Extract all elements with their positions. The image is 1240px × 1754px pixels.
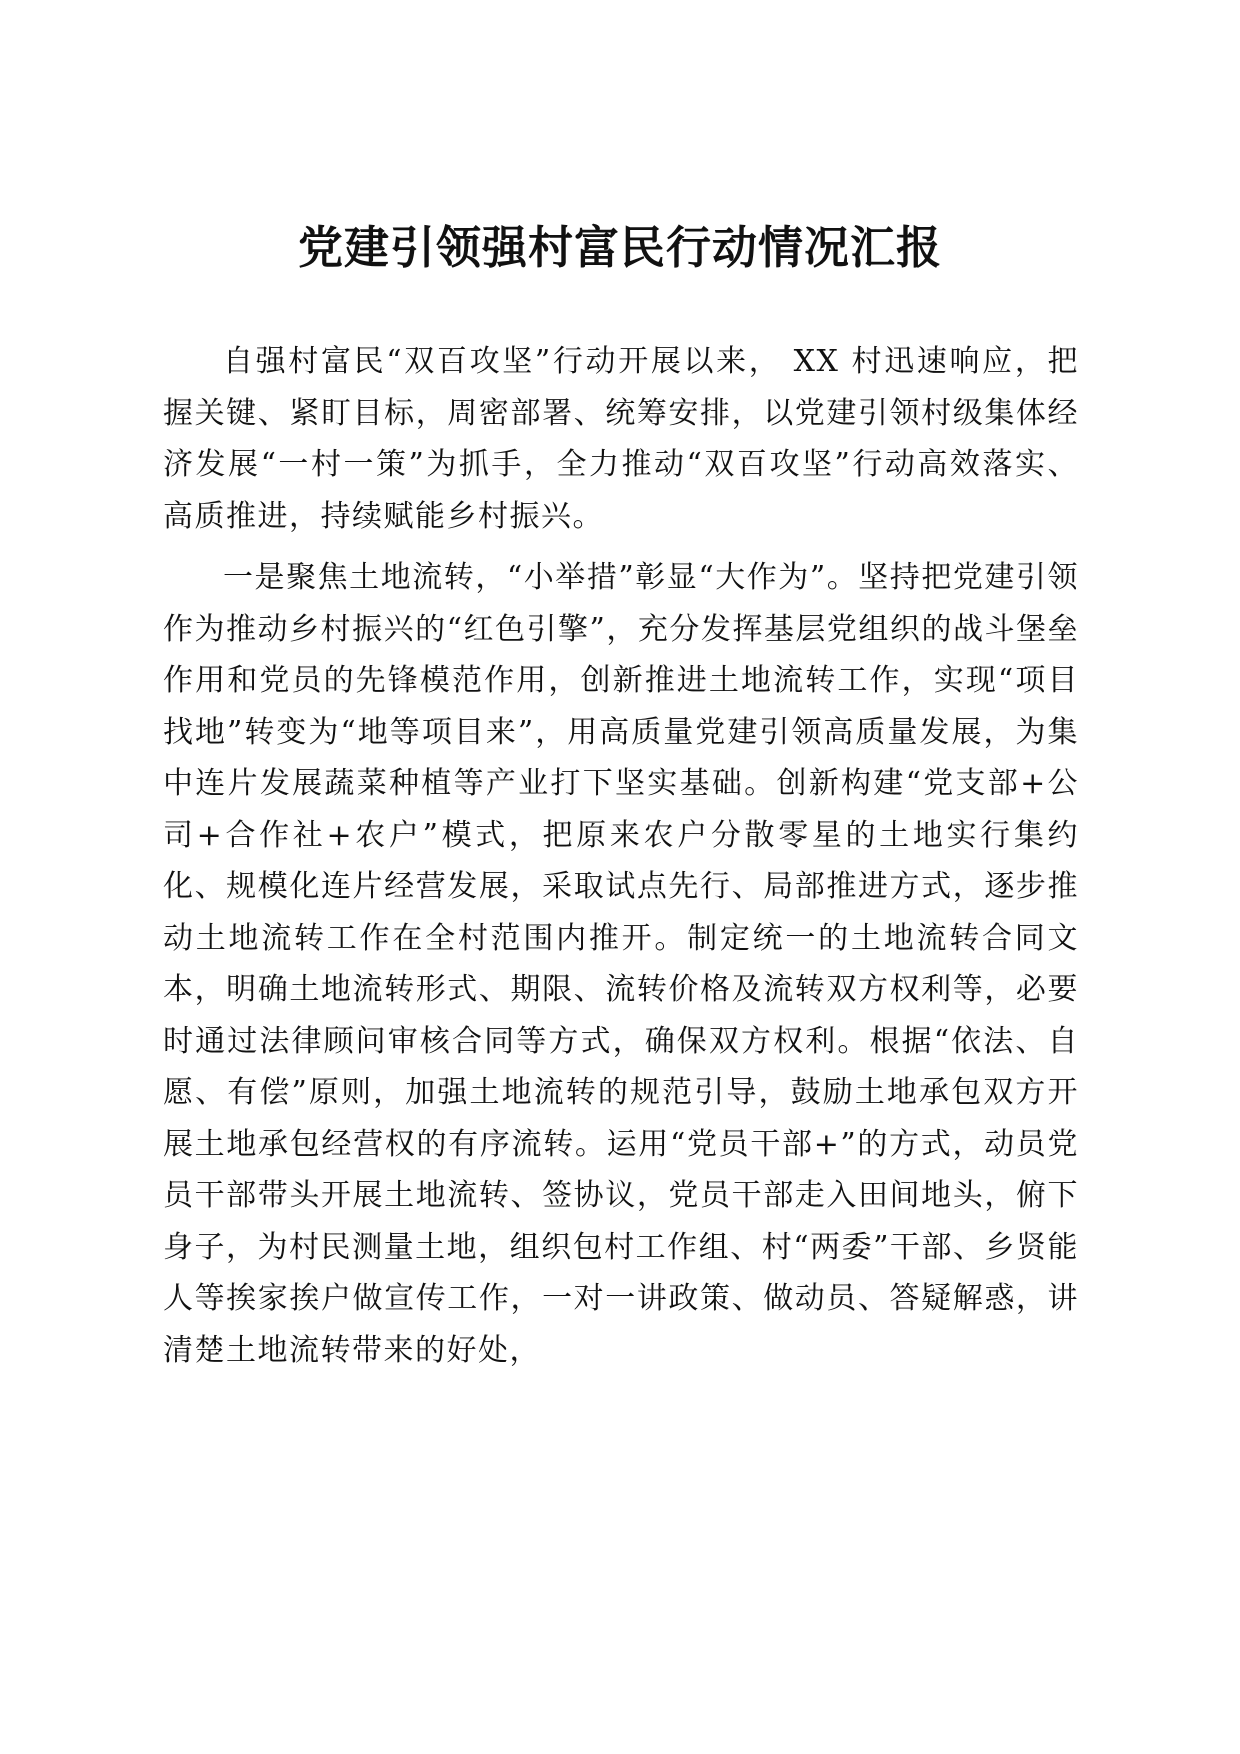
paragraph-land-transfer: 一是聚焦土地流转，“小举措”彰显“大作为”。坚持把党建引领作为推动乡村振兴的“红色引擎”，充分发挥基层党组织的战斗堡垒作用和党员的先锋模范作用，创新推进土地流转工作，实现“项目找地”转变为“地等项目来”，用高质量党建引领高质量发展，为集中连片发展蔬菜种植等产业打下坚实基础。创新构建“党支部+公司+合作社+农户”模式，把原来农户分散零星的土地实行集约化、规模化连片经营发展，采取试点先行、局部推进方式，逐步推动土地流转工作在全村范围内推开。制定统一的土地流转合同文本，明确土地流转形式、期限、流转价格及流转双方权利等，必要时通过法律顾问审核合同等方式，确保双方权利。根据“依法、自愿、有偿”原则，加强土地流转的规范引导，鼓励土地承包双方开展土地承包经营权的有序流转。运用“党员干部+”的方式，动员党员干部带头开展土地流转、签协议，党员干部走入田间地头，俯下身子，为村民测量土地，组织包村工作组、村“两委”干部、乡贤能人等挨家挨户做宣传工作，一对一讲政策、做动员、答疑解惑，讲清楚土地流转带来的好处，	[163, 560, 1079, 1368]
document-body	[163, 336, 1079, 1386]
document-title: 党建引领强村富民行动情况汇报	[297, 221, 942, 274]
paragraph-intro: 自强村富民“双百攻坚”行动开展以来， XX 村迅速响应，把握关键、紧盯目标，周密部署、统筹安排，以党建引领村级集体经济发展“一村一策”为抓手，全力推动“双百攻坚”行动高效落实、高质推进，持续赋能乡村振兴。	[163, 344, 1079, 534]
